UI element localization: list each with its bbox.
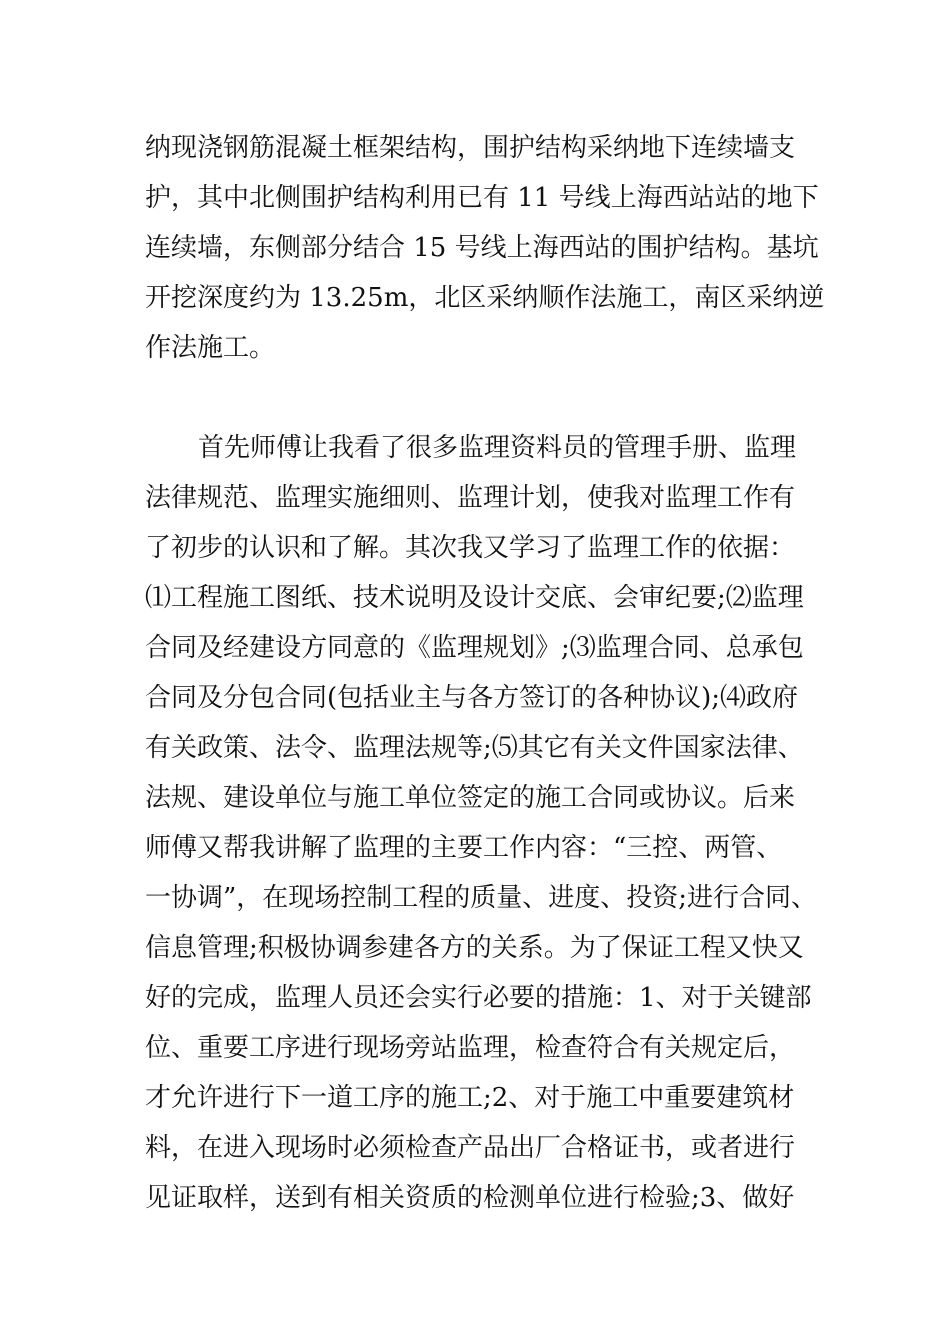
text-line: 料，在进入现场时必须检查产品出厂合格证书，或者进行 (145, 1133, 796, 1163)
text-line: 护，其中北侧围护结构利用已有 11 号线上海西站站的地下 (145, 183, 819, 213)
text-line: 才允许进行下一道工序的施工;2、对于施工中重要建筑材 (145, 1083, 795, 1113)
text-line: 了初步的认识和了解。其次我又学习了监理工作的依据： (145, 533, 796, 563)
text-line: 纳现浇钢筋混凝土框架结构，围护结构采纳地下连续墙支 (145, 133, 796, 163)
text-line: 合同及经建设方同意的《监理规划》;⑶监理合同、总承包 (145, 633, 804, 663)
text-line: 合同及分包合同(包括业主与各方签订的各种协议);⑷政府 (145, 683, 799, 713)
text-line: 位、重要工序进行现场旁站监理，检查符合有关规定后， (145, 1033, 796, 1063)
text-line: 一协调”，在现场控制工程的质量、进度、投资;进行合同、 (145, 883, 818, 913)
text-line: 法律规范、监理实施细则、监理计划，使我对监理工作有 (145, 483, 796, 513)
text-line: ⑴工程施工图纸、技术说明及设计交底、会审纪要;⑵监理 (145, 583, 804, 613)
text-line: 师傅又帮我讲解了监理的主要工作内容：“三控、两管、 (145, 833, 783, 863)
text-line: 首先师傅让我看了很多监理资料员的管理手册、监理 (198, 433, 797, 463)
text-line: 好的完成，监理人员还会实行必要的措施：1、对于关键部 (145, 983, 812, 1013)
text-line: 连续墙，东侧部分结合 15 号线上海西站的围护结构。基坑 (145, 233, 819, 263)
text-line: 开挖深度约为 13.25m，北区采纳顺作法施工，南区采纳逆 (145, 283, 825, 313)
text-line: 作法施工。 (145, 333, 276, 363)
text-line: 见证取样，送到有相关资质的检测单位进行检验;3、做好 (145, 1183, 795, 1213)
text-line: 法规、建设单位与施工单位签定的施工合同或协议。后来 (145, 783, 796, 813)
text-line: 有关政策、法令、监理法规等;⑸其它有关文件国家法律、 (145, 733, 804, 763)
text-line: 信息管理;积极协调参建各方的关系。为了保证工程又快又 (145, 933, 804, 963)
